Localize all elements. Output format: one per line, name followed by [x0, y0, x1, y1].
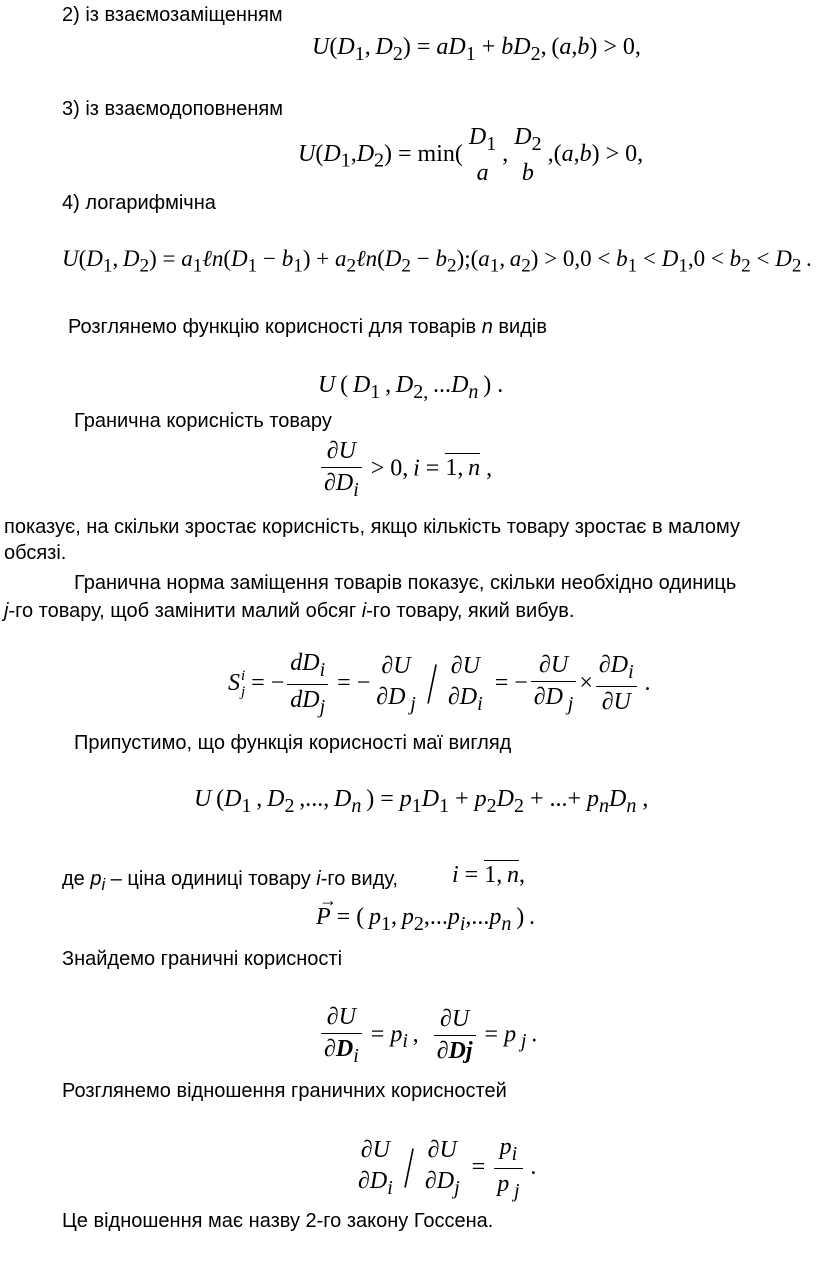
paragraph-gossen-law: Це відношення має назву 2-го закону Госсена. — [62, 1210, 494, 1232]
formula-marginal-prices: $\frac{\partial U}{\partial D_i}$ = $p_i$ , $\frac{\partial U}{\partial Dj}$ = p $_j$ . — [318, 1004, 537, 1068]
list-item-complement: 3) із взаємодоповненям — [62, 98, 284, 120]
paragraph-find-marginal: Знайдемо граничні корисності — [62, 948, 343, 970]
formula-substitution-rate: Si j = − $\frac{dD_i}{dD_j}$ = − ∂U ∂D $_j$ / ∂U $\partial D_i$ = − $\frac{\partial U}{\partial D _j}$ × $\frac{\partial D_i}{\partial U}$ . — [228, 650, 651, 718]
formula-index-range: i = 1, n, — [452, 862, 526, 888]
formula-marginal-utility: $\frac{\partial U}{\partial D_i}$ > 0, i = 1, n , — [318, 438, 492, 502]
formula-linear-utility: U ($D_1$ , $D_2$ ,..., $D_n$ ) = $p_1D_1 + p_2D_2$ + ...+ $p_nD_n$ , — [194, 786, 649, 817]
paragraph-explanation-line1: показує, на скільки зростає корисність, якщо кількість товару зростає в малому — [4, 516, 741, 538]
formula-price-vector: → P = ( $p_1$, $p_2,...p_i,...p_n$ ) . — [316, 890, 535, 935]
list-item-logarithmic: 4) логарифмічна — [62, 192, 216, 214]
list-item-substitution: 2) із взаємозаміщенням — [62, 4, 283, 26]
formula-complement: $U(D_1,D_2) = \min$( $D_1$ a , $D_2$ b ,(a,b) > 0, — [298, 124, 644, 186]
paragraph-explanation-line2: обсязі. — [4, 542, 67, 564]
paragraph-ratio: Розглянемо відношення граничних корисностей — [62, 1080, 507, 1102]
paragraph-substitution-rate-line2: j-го товару, щоб замінити малий обсяг i-го товару, який вибув. — [4, 600, 575, 622]
paragraph-utility-function: Розглянемо функцію корисності для товарів n видів — [68, 316, 547, 338]
paragraph-marginal-utility: Гранична корисність товару — [74, 410, 332, 432]
formula-logarithmic: $U(D_1$, $D_2$) = $a_1\ell n(D_1 - b_1)$ + $a_2\ell n(D_2$ − $b_2);(a_1$, $a_2) > 0,0 < b_1 < D_1,0 < b_2 < D_2$ . — [62, 246, 812, 277]
paragraph-price-definition: де $p_i$ – ціна одиниці товару i-го виду, — [62, 868, 398, 894]
formula-substitution: $U(D_1$, $D_2) = aD_1 + bD_2$, (a,b) > 0, — [312, 34, 641, 65]
paragraph-substitution-rate-line1: Гранична норма заміщення товарів показує, скільки необхідно одиниць — [74, 572, 737, 594]
formula-utility-n: U ( $D_1$ , $D_{2,}$ $...D_n$ ) . — [318, 372, 504, 403]
formula-ratio: ∂U $\partial D_i$ / ∂U $\partial D_j$ = $\frac{p_i}{p _j}$ . — [358, 1134, 537, 1202]
paragraph-assume: Припустимо, що функція корисності маї вигляд — [74, 732, 512, 754]
